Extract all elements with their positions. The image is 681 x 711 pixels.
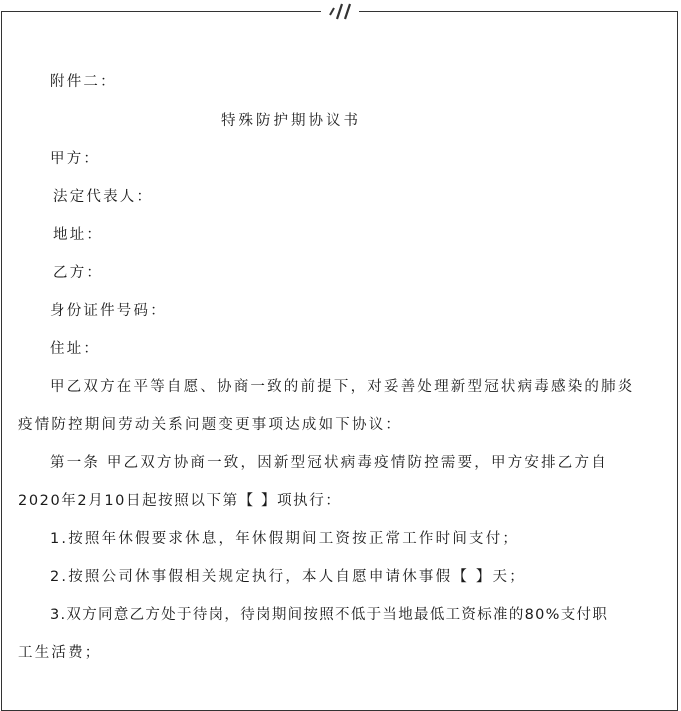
- list-item-3-line-2: 工生活费；: [18, 645, 102, 661]
- party-b-field: 乙方：: [53, 265, 104, 281]
- list-item-1: 1.按照年休假要求休息，年休假期间工资按正常工作时间支付；: [50, 531, 520, 547]
- page-title: 特殊防护期协议书: [221, 113, 361, 129]
- legal-representative-field: 法定代表人：: [53, 189, 154, 205]
- preamble-line-2: 疫情防控期间劳动关系问题变更事项达成如下协议：: [18, 417, 403, 433]
- id-number-field: 身份证件号码：: [50, 303, 167, 319]
- party-b-address-field: 住址：: [50, 341, 101, 357]
- party-a-field: 甲方：: [50, 151, 101, 167]
- attachment-label: 附件二：: [50, 74, 117, 90]
- slash-marks-icon: [321, 1, 359, 21]
- article-1-line-2: 2020年2月10日起按照以下第【 】项执行：: [18, 493, 342, 509]
- party-a-address-field: 地址：: [53, 227, 104, 243]
- preamble-line-1: 甲乙双方在平等自愿、协商一致的前提下，对妥善处理新型冠状病毒感染的肺炎: [50, 379, 635, 395]
- list-item-3-line-1: 3.双方同意乙方处于待岗，待岗期间按照不低于当地最低工资标准的80%支付职: [50, 607, 609, 623]
- article-1-line-1: 第一条 甲乙双方协商一致，因新型冠状病毒疫情防控需要，甲方安排乙方自: [50, 455, 608, 471]
- list-item-2: 2.按照公司休事假相关规定执行，本人自愿申请休事假【 】天；: [50, 569, 526, 585]
